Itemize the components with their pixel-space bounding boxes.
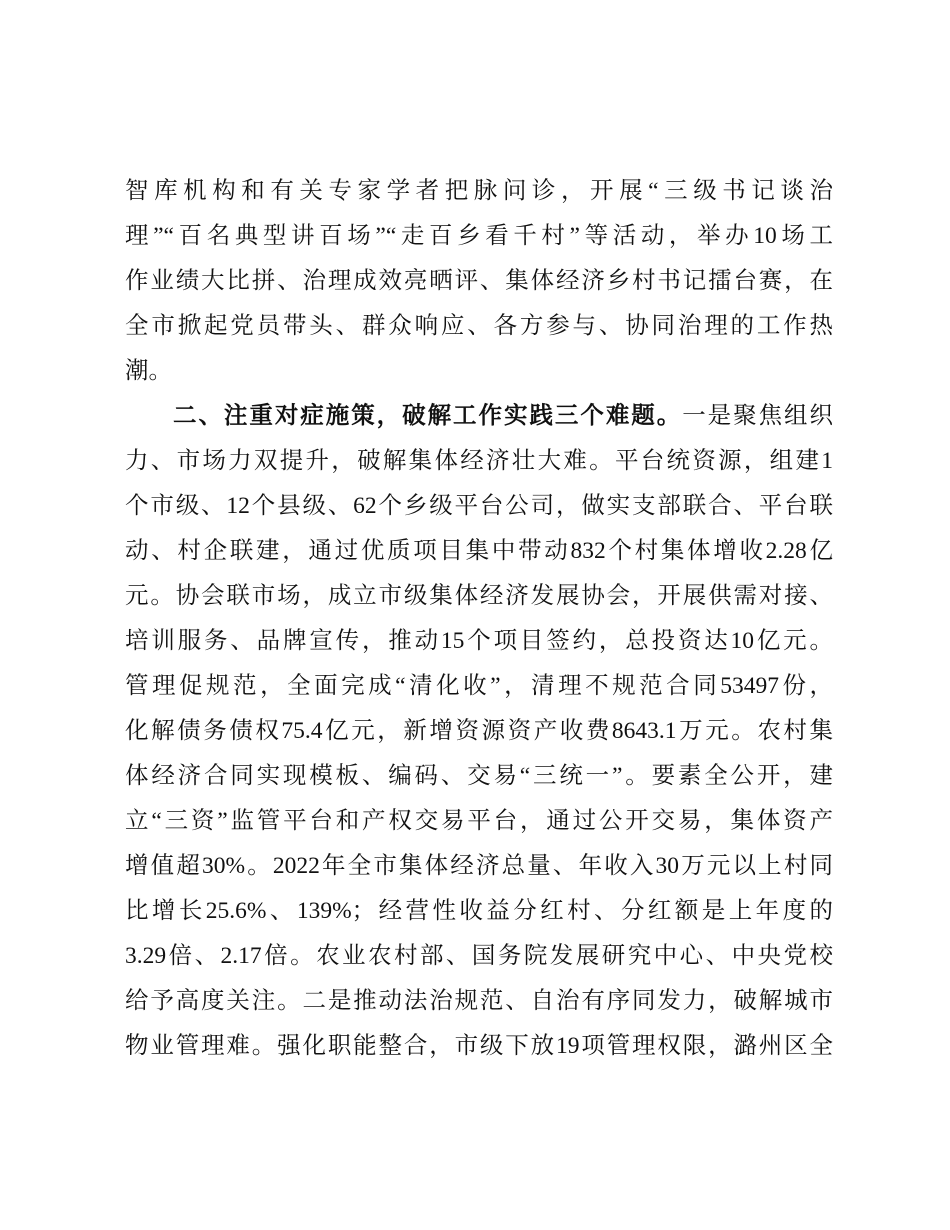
section-heading: 二、注重对症施策，破解工作实践三个难题。: [173, 403, 683, 429]
section-heading-line: [125, 398, 833, 443]
text-line: 增值超30%。2022年全市集体经济总量、年收入30万元以上村同: [125, 853, 833, 879]
text-line: 作业绩大比拼、治理成效亮晒评、集体经济乡村书记擂台赛，在: [125, 268, 833, 294]
document-body: [125, 173, 833, 1073]
text-line: 体经济合同实现模板、编码、交易“三统一”。要素全公开，建: [125, 763, 833, 789]
text-line: 立“三资”监管平台和产权交易平台，通过公开交易，集体资产: [125, 808, 833, 834]
text-line: 物业管理难。强化职能整合，市级下放19项管理权限，潞州区全: [125, 1033, 833, 1059]
text-line: 动、村企联建，通过优质项目集中带动832个村集体增收2.28亿: [125, 538, 833, 564]
text-line: 智库机构和有关专家学者把脉问诊，开展“三级书记谈治: [125, 178, 833, 204]
text-line: 培训服务、品牌宣传，推动15个项目签约，总投资达10亿元。: [125, 628, 833, 654]
text-line: 化解债务债权75.4亿元，新增资源资产收费8643.1万元。农村集: [125, 718, 833, 744]
text-line: 全市掀起党员带头、群众响应、各方参与、协同治理的工作热: [125, 313, 833, 339]
text-line: 管理促规范，全面完成“清化收”，清理不规范合同53497份，: [125, 673, 833, 699]
text-line: 给予高度关注。二是推动法治规范、自治有序同发力，破解城市: [125, 988, 833, 1014]
text-line: 个市级、12个县级、62个乡级平台公司，做实支部联合、平台联: [125, 493, 833, 519]
text-line: 理”“百名典型讲百场”“走百乡看千村”等活动，举办10场工: [125, 223, 833, 249]
text-line: 元。协会联市场，成立市级集体经济发展协会，开展供需对接、: [125, 583, 833, 609]
text-line: 潮。: [125, 358, 172, 384]
text-line: 比增长25.6%、139%；经营性收益分红村、分红额是上年度的: [125, 898, 833, 924]
text-line: 3.29倍、2.17倍。农业农村部、国务院发展研究中心、中央党校: [125, 943, 833, 969]
text-line: 力、市场力双提升，破解集体经济壮大难。平台统资源，组建1: [125, 448, 833, 474]
text-span: 一是聚焦组织: [682, 403, 834, 429]
